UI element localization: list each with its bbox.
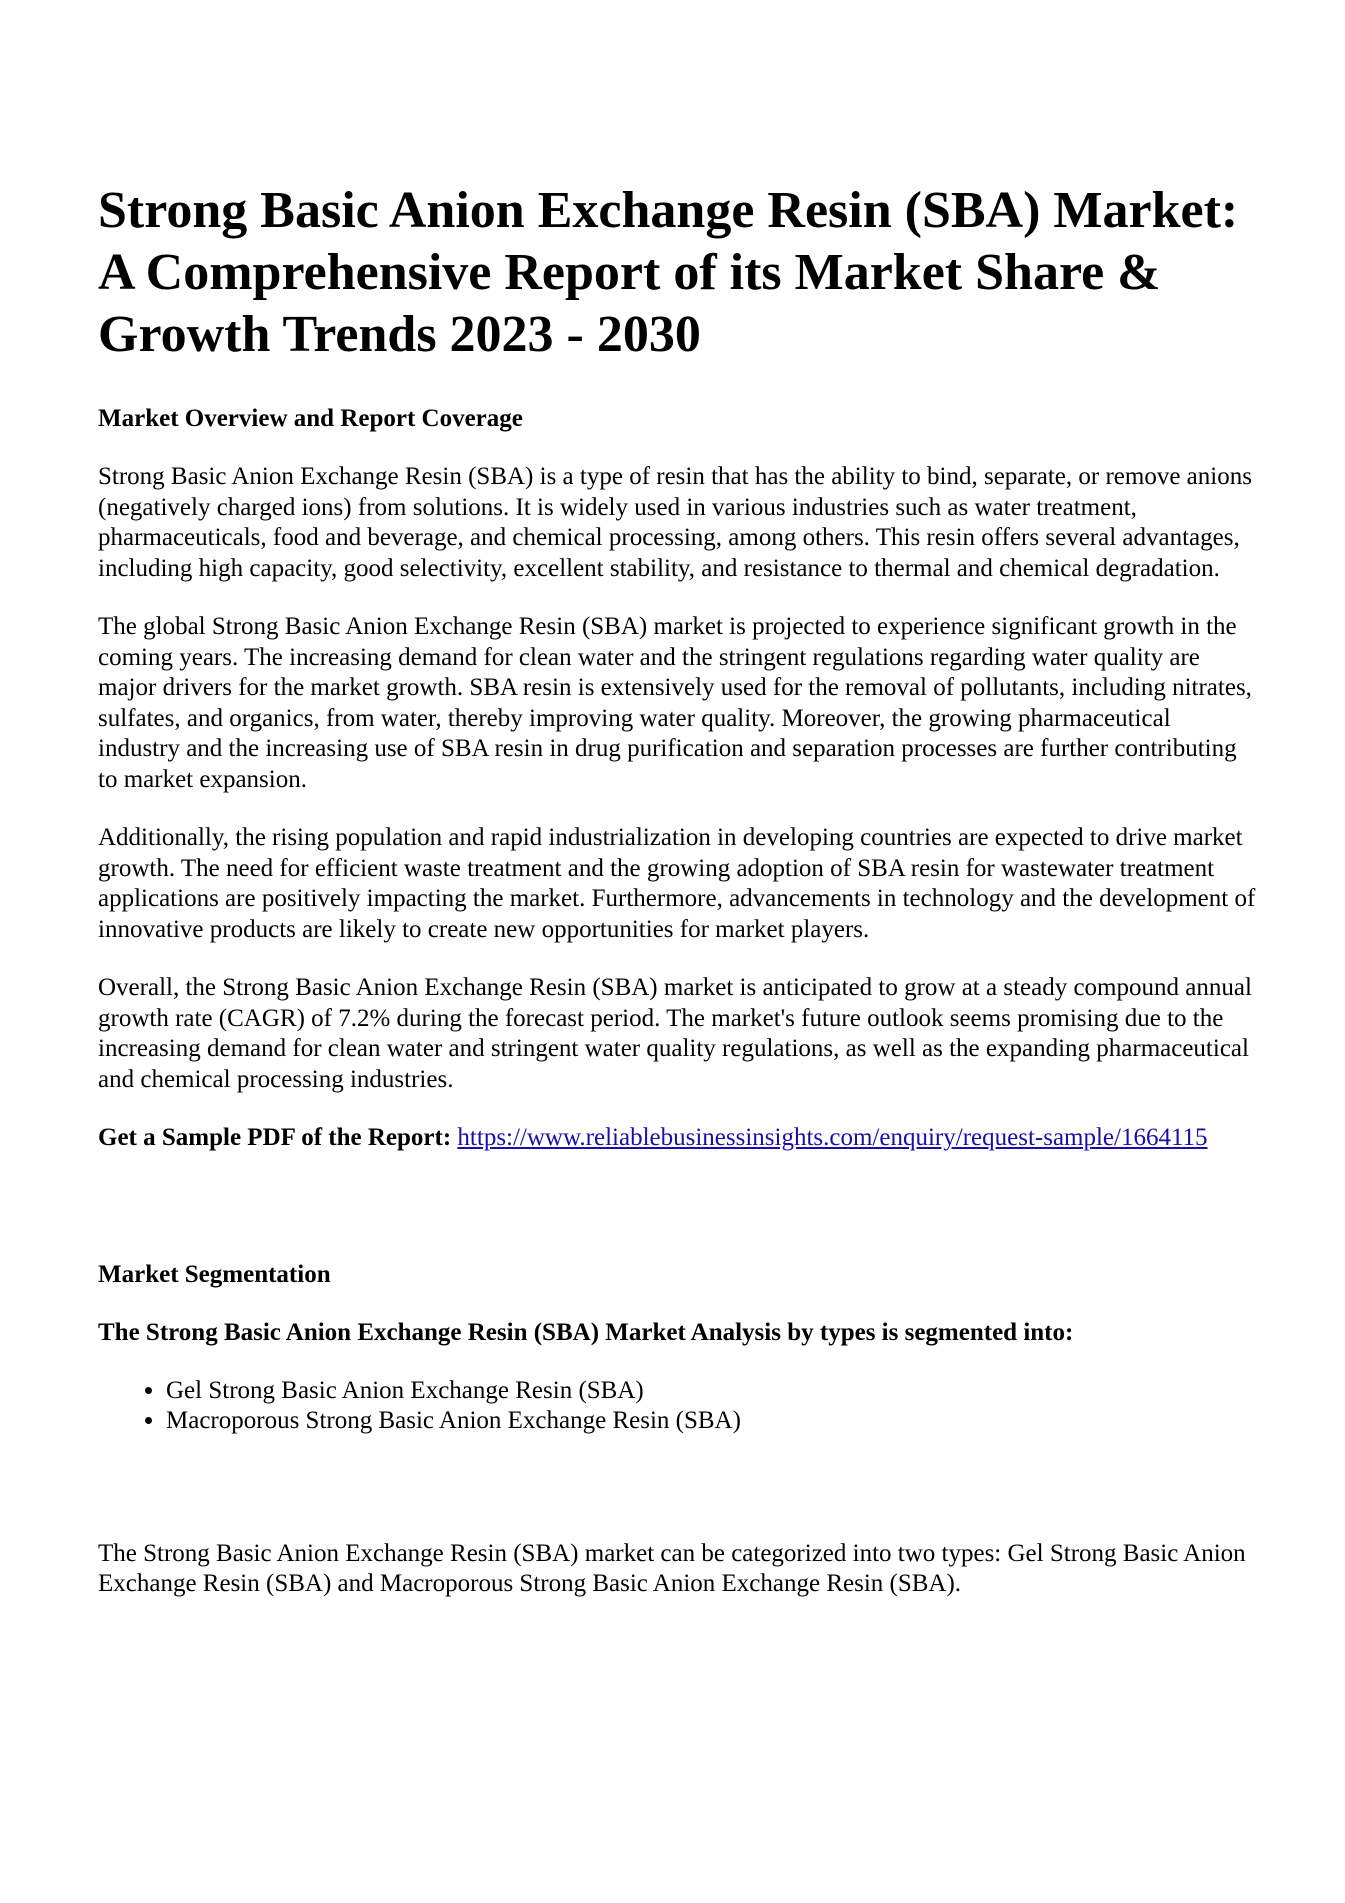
overview-paragraph-3: Additionally, the rising population and rapid industrialization in developing countries are expected to drive market growth. The need for efficient waste treatment and the growing adoption of SBA resin for wastewater treatment applications are positively impacting the market. Furthermore, advancements in technology and the development of innovative products are likely to create new opportunities for market players. bbox=[98, 824, 1256, 943]
overview-paragraph-1: Strong Basic Anion Exchange Resin (SBA) is a type of resin that has the ability to bind, separate, or remove anions (negatively charged ions) from solutions. It is widely used in various industries such as water treatment, pharmaceuticals, food and beverage, and chemical processing, among others. This resin offers several advantages, including high capacity, good selectivity, excellent stability, and resistance to thermal and chemical degradation. bbox=[98, 463, 1252, 582]
list-item: • Macroporous Strong Basic Anion Exchange Resin (SBA) bbox=[166, 1406, 1258, 1437]
segmentation-summary: The Strong Basic Anion Exchange Resin (SBA) market can be categorized into two types: Gel Strong Basic Anion Exchange Resin (SBA) and Macroporous Strong Basic Anion Exchange Resin (SBA). bbox=[98, 1539, 1246, 1597]
overview-paragraph-4: Overall, the Strong Basic Anion Exchange Resin (SBA) market is anticipated to grow at a steady compound annual growth rate (CAGR) of 7.2% during the forecast period. The market's future outlook seems promising due to the increasing demand for clean water and stringent water quality regulations, as well as the expanding pharmaceutical and chemical processing industries. bbox=[98, 974, 1252, 1093]
sample-request bbox=[98, 1123, 1258, 1154]
page-title: Strong Basic Anion Exchange Resin (SBA) Market: A Comprehensive Report of its Market Share & Growth Trends 2023 - 2030 bbox=[98, 182, 1239, 363]
document-page bbox=[98, 180, 1258, 1628]
list-item: • Gel Strong Basic Anion Exchange Resin (SBA) bbox=[166, 1376, 1258, 1407]
segmentation-heading: Market Segmentation bbox=[98, 1260, 331, 1288]
overview-heading: Market Overview and Report Coverage bbox=[98, 405, 523, 432]
spacer bbox=[98, 1465, 1258, 1539]
types-list bbox=[98, 1376, 1258, 1437]
spacer bbox=[98, 1182, 1258, 1260]
sample-label: Get a Sample PDF of the Report: bbox=[98, 1124, 452, 1151]
types-heading: The Strong Basic Anion Exchange Resin (SBA) Market Analysis by types is segmented into: bbox=[98, 1318, 1074, 1346]
sample-link[interactable]: https://www.reliablebusinessinsights.com/enquiry/request-sample/1664115 bbox=[457, 1124, 1208, 1151]
overview-paragraph-2: The global Strong Basic Anion Exchange Resin (SBA) market is projected to experience significant growth in the coming years. The increasing demand for clean water and the stringent regulations regarding water quality are major drivers for the market growth. SBA resin is extensively used for the removal of pollutants, including nitrates, sulfates, and organics, from water, thereby improving water quality. Moreover, the growing pharmaceutical industry and the increasing use of SBA resin in drug purification and separation processes are further contributing to market expansion. bbox=[98, 613, 1252, 793]
